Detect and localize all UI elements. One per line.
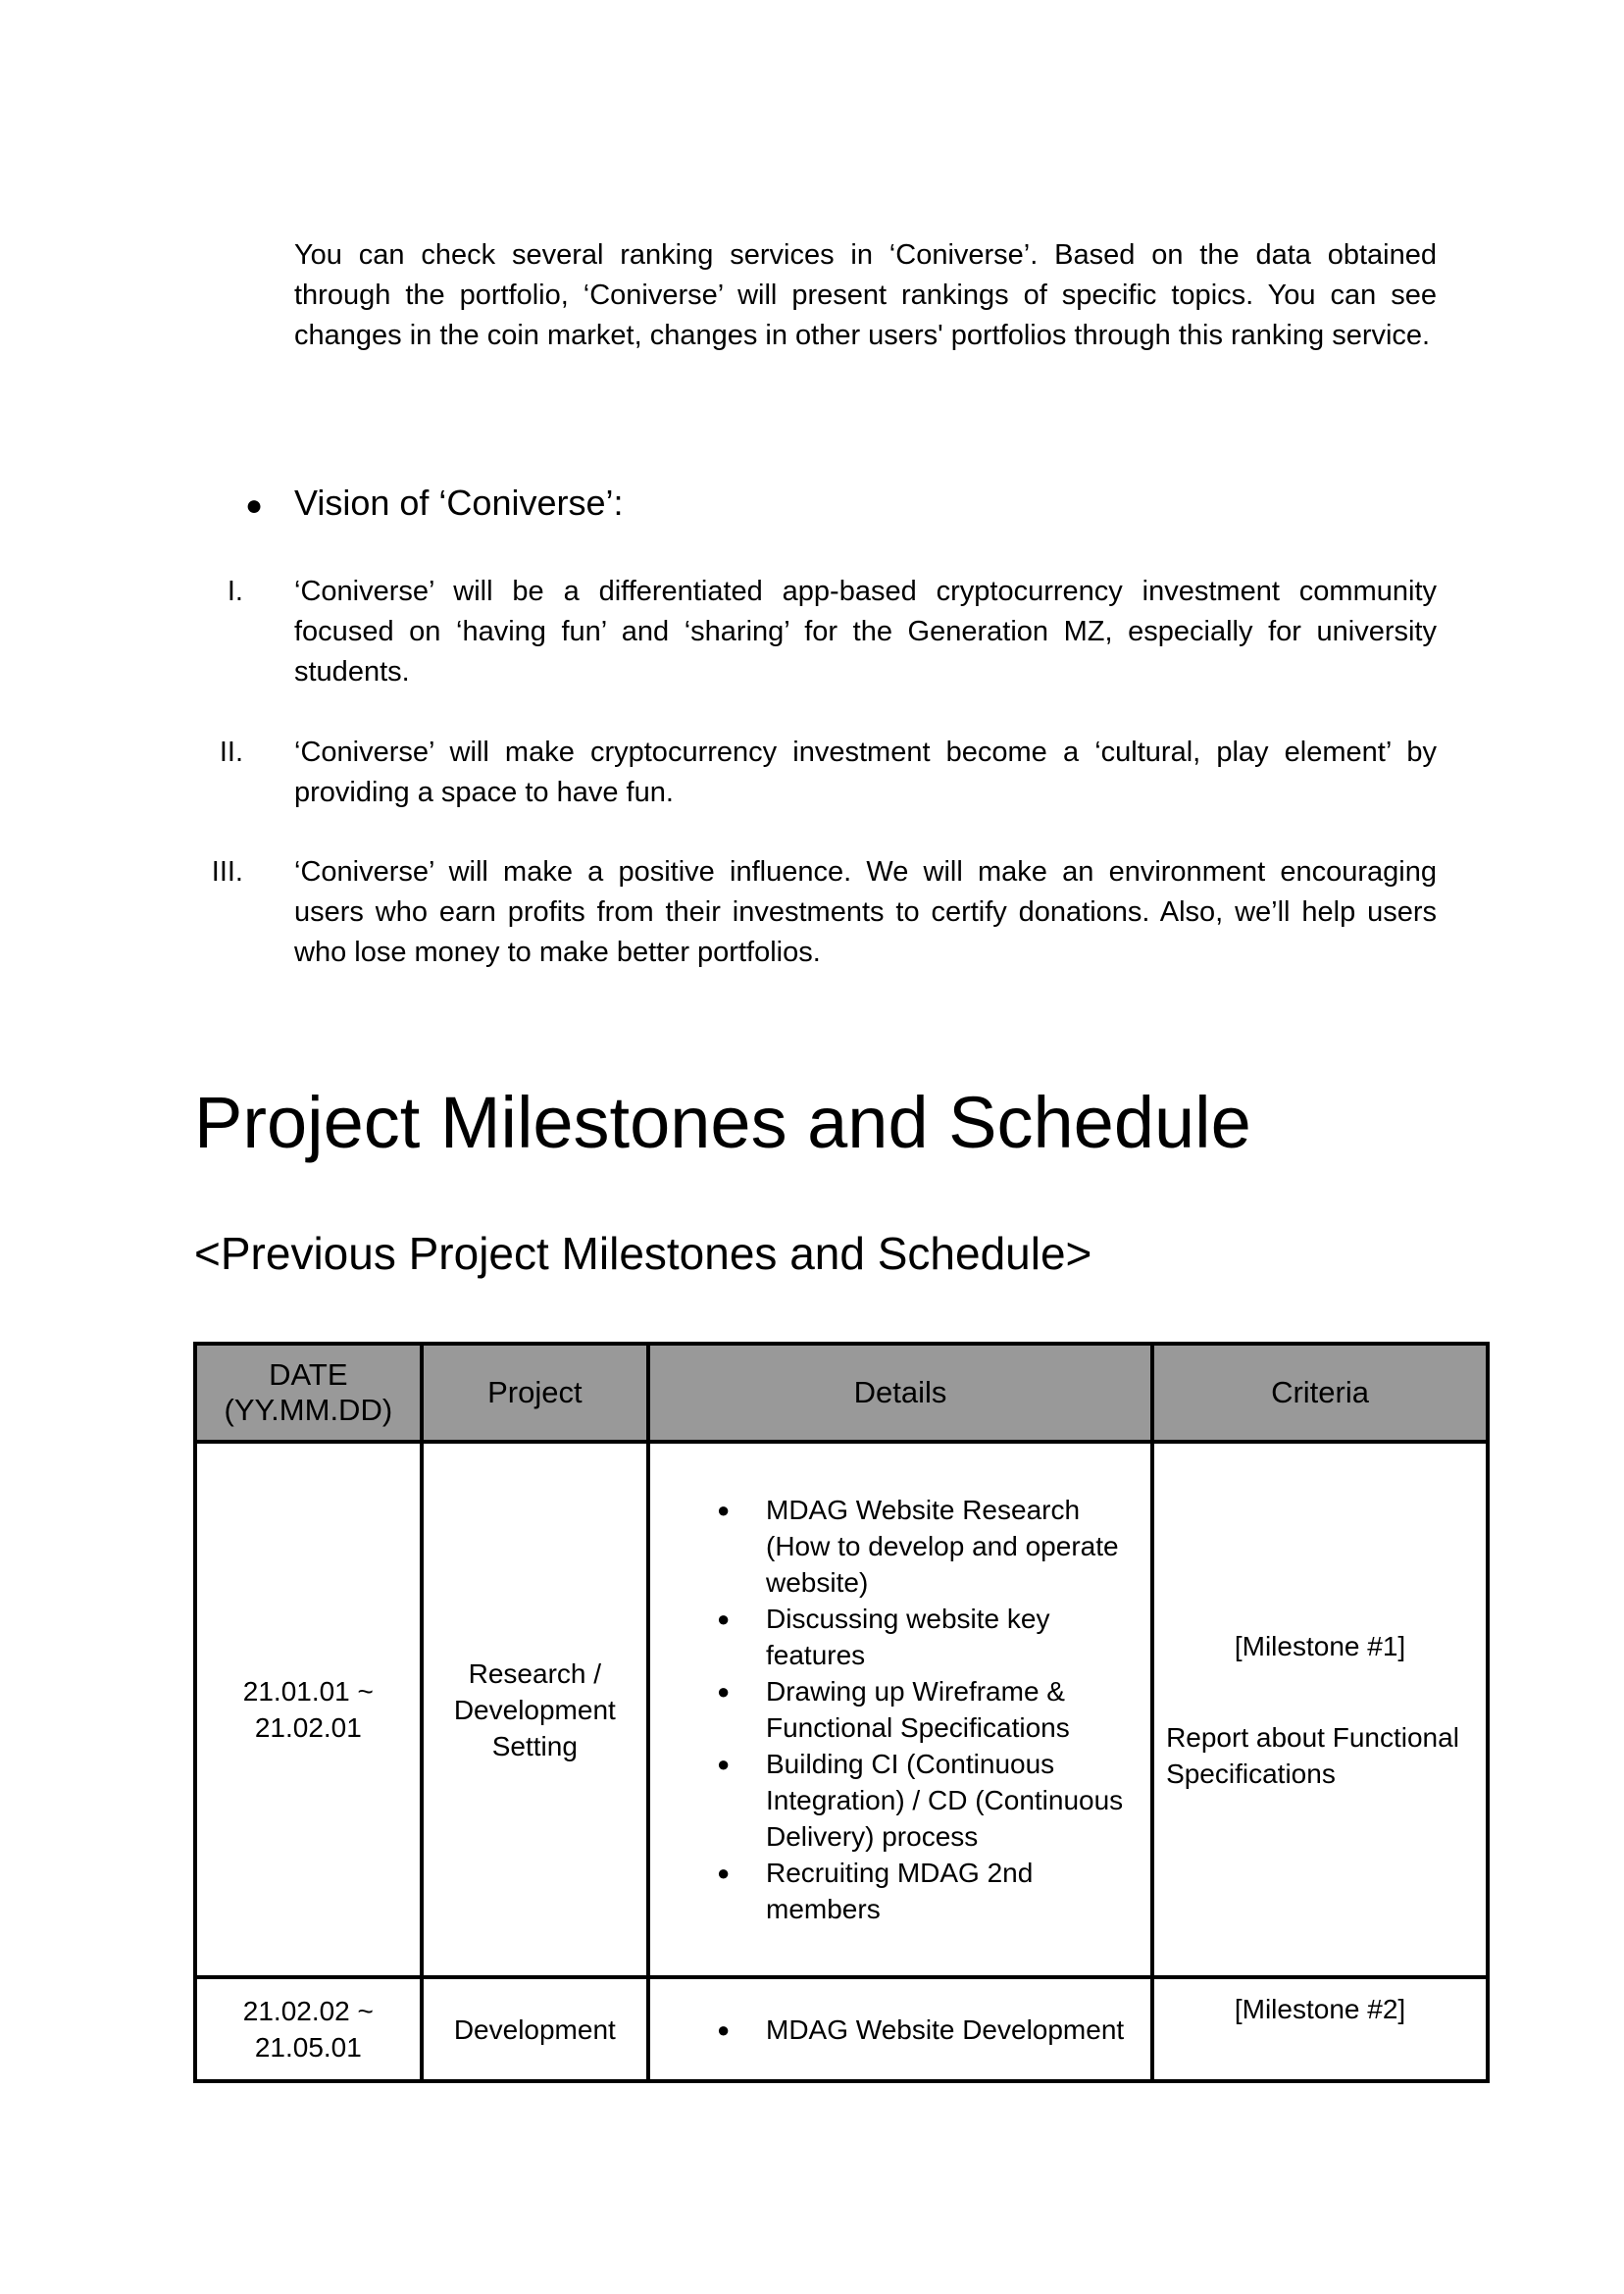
milestone-label: [Milestone #1] bbox=[1234, 1630, 1406, 1661]
criteria-text: Report about Functional Specifications bbox=[1166, 1721, 1459, 1789]
details-item: ● Building CI (Continuous Integration) / CD (Continuous Delivery) process bbox=[717, 1746, 1139, 1855]
project-line: Development bbox=[453, 1694, 616, 1725]
cell-criteria bbox=[1152, 1977, 1488, 2081]
vision-item bbox=[196, 852, 1437, 973]
intro-paragraph: You can check several ranking services in ‘Coniverse’. Based on the data obtained through the portfolio, ‘Coniverse’ will present rankings of specific topics. You can see changes in the coin market, changes in other users' portfolios through this ranking service. bbox=[294, 239, 1437, 351]
header-date-line2: (YY.MM.DD) bbox=[224, 1393, 393, 1427]
header-project: Project bbox=[422, 1344, 648, 1442]
table-row bbox=[195, 1977, 1488, 2081]
vision-item-number: III. bbox=[211, 856, 243, 888]
vision-item-text: ‘Coniverse’ will make cryptocurrency investment become a ‘cultural, play element’ by providing a space to have fun. bbox=[294, 737, 1437, 808]
bullet-icon: ● bbox=[245, 489, 264, 522]
project-line: Research / bbox=[468, 1657, 602, 1689]
vision-item bbox=[196, 572, 1437, 692]
subsection-title: <Previous Project Milestones and Schedule> bbox=[194, 1228, 1092, 1279]
details-item: ● Drawing up Wireframe & Functional Specifications bbox=[717, 1673, 1139, 1746]
cell-date bbox=[195, 1442, 422, 1977]
date-end: 21.05.01 bbox=[254, 2032, 362, 2063]
vision-item-number: II. bbox=[219, 737, 243, 768]
cell-project bbox=[422, 1442, 648, 1977]
date-start: 21.01.01 ~ bbox=[242, 1676, 374, 1707]
details-list bbox=[662, 2012, 1139, 2048]
vision-heading-text: Vision of ‘Coniverse’: bbox=[294, 483, 624, 523]
date-start: 21.02.02 ~ bbox=[242, 1996, 374, 2026]
cell-details bbox=[648, 1442, 1152, 1977]
table-row bbox=[195, 1442, 1488, 1977]
details-item: ● MDAG Website Research (How to develop and operate website) bbox=[717, 1492, 1139, 1601]
date-end: 21.02.01 bbox=[254, 1712, 362, 1743]
section-title: Project Milestones and Schedule bbox=[194, 1082, 1251, 1163]
vision-item-number: I. bbox=[227, 576, 243, 607]
header-criteria: Criteria bbox=[1152, 1344, 1488, 1442]
table-header-row bbox=[195, 1344, 1488, 1442]
milestone-label: [Milestone #2] bbox=[1234, 1994, 1406, 2024]
cell-details bbox=[648, 1977, 1152, 2081]
details-item: ● Discussing website key features bbox=[717, 1601, 1139, 1673]
details-item: ● Recruiting MDAG 2nd members bbox=[717, 1855, 1139, 1927]
vision-item-text: ‘Coniverse’ will make a positive influence. We will make an environment encouraging users who earn profits from their investments to certify donations. Also, we’ll help users who lose money to make better portfolios. bbox=[294, 856, 1437, 968]
milestone-table bbox=[193, 1342, 1490, 2083]
cell-date bbox=[195, 1977, 422, 2081]
details-list bbox=[662, 1492, 1139, 1927]
cell-project: Development bbox=[422, 1977, 648, 2081]
vision-heading bbox=[245, 479, 624, 531]
vision-item-text: ‘Coniverse’ will be a differentiated app-based cryptocurrency investment community focused on ‘having fun’ and ‘sharing’ for the Generation MZ, especially for university students. bbox=[294, 576, 1437, 688]
header-details: Details bbox=[648, 1344, 1152, 1442]
vision-item bbox=[196, 733, 1437, 813]
details-item: ● MDAG Website Development bbox=[717, 2012, 1139, 2048]
cell-criteria bbox=[1152, 1442, 1488, 1977]
header-date bbox=[195, 1344, 422, 1442]
project-line: Setting bbox=[491, 1730, 578, 1761]
header-date-line1: DATE bbox=[269, 1357, 348, 1392]
